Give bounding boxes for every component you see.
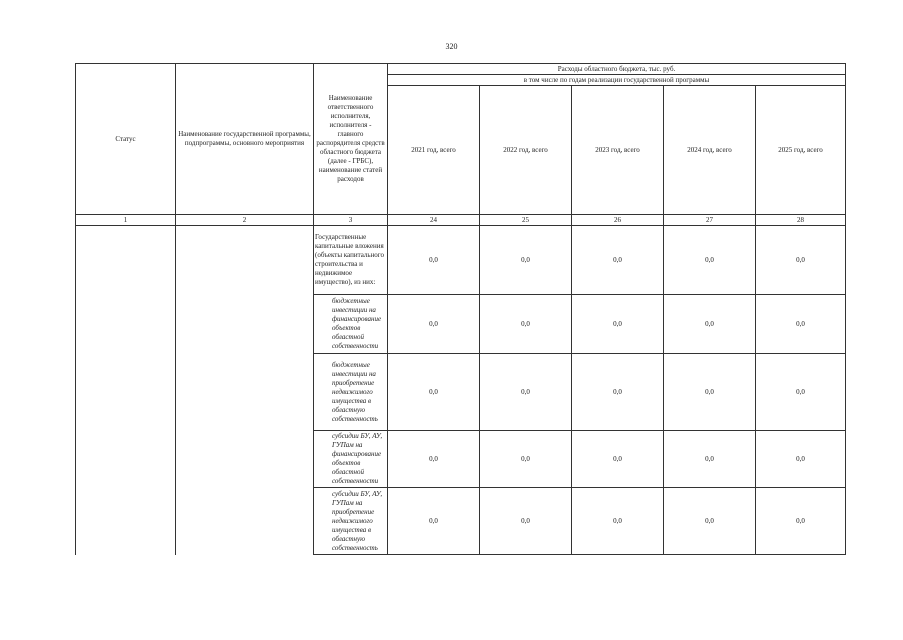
value-cell: 0,0 [572,295,664,354]
value-cell: 0,0 [388,431,480,488]
value-cell: 0,0 [664,295,756,354]
status-cell [76,226,176,555]
header-year-2024: 2024 год, всего [664,86,756,215]
value-cell: 0,0 [480,431,572,488]
row-label: Государственные капитальные вложения (объекты капитального строительства и недвижимое имущество), из них: [314,226,388,295]
header-executor: Наименование ответственного исполнителя, исполнителя - главного распорядителя средств областного бюджета (далее - ГРБС), наименование статей расходов [314,64,388,215]
value-cell: 0,0 [388,488,480,555]
page-number: 320 [445,42,458,51]
header-year-2023: 2023 год, всего [572,86,664,215]
value-cell: 0,0 [572,226,664,295]
row-label: субсидии БУ, АУ, ГУПам на финансирование объектов областной собственности [314,431,388,488]
header-year-2021: 2021 год, всего [388,86,480,215]
column-number: 27 [664,215,756,226]
row-label: субсидии БУ, АУ, ГУПам на приобретение недвижимого имущества в областную собственность [314,488,388,555]
header-year-2025: 2025 год, всего [756,86,846,215]
value-cell: 0,0 [480,295,572,354]
value-cell: 0,0 [664,354,756,431]
header-year-2022: 2022 год, всего [480,86,572,215]
column-number: 24 [388,215,480,226]
column-number: 26 [572,215,664,226]
column-number: 28 [756,215,846,226]
value-cell: 0,0 [572,354,664,431]
header-program-name: Наименование государственной программы, подпрограммы, основного мероприятия [176,64,314,215]
program-name-cell [176,226,314,555]
table-row [76,226,846,295]
value-cell: 0,0 [572,431,664,488]
column-number: 3 [314,215,388,226]
value-cell: 0,0 [480,354,572,431]
value-cell: 0,0 [480,226,572,295]
row-label: бюджетные инвестиции на финансирование объектов областной собственности [314,295,388,354]
column-numbers-row [76,215,846,226]
value-cell: 0,0 [664,488,756,555]
value-cell: 0,0 [664,431,756,488]
value-cell: 0,0 [388,226,480,295]
value-cell: 0,0 [572,488,664,555]
value-cell: 0,0 [388,295,480,354]
value-cell: 0,0 [388,354,480,431]
budget-table [75,63,846,555]
column-number: 1 [76,215,176,226]
value-cell: 0,0 [756,354,846,431]
value-cell: 0,0 [756,488,846,555]
value-cell: 0,0 [756,431,846,488]
value-cell: 0,0 [756,226,846,295]
column-number: 25 [480,215,572,226]
header-by-years-title: в том числе по годам реализации государственной программы [388,75,846,86]
header-status: Статус [76,64,176,215]
value-cell: 0,0 [480,488,572,555]
header-expenses-title: Расходы областного бюджета, тыс. руб. [388,64,846,75]
value-cell: 0,0 [756,295,846,354]
value-cell: 0,0 [664,226,756,295]
row-label: бюджетные инвестиции на приобретение недвижимого имущества в областную собственность [314,354,388,431]
column-number: 2 [176,215,314,226]
